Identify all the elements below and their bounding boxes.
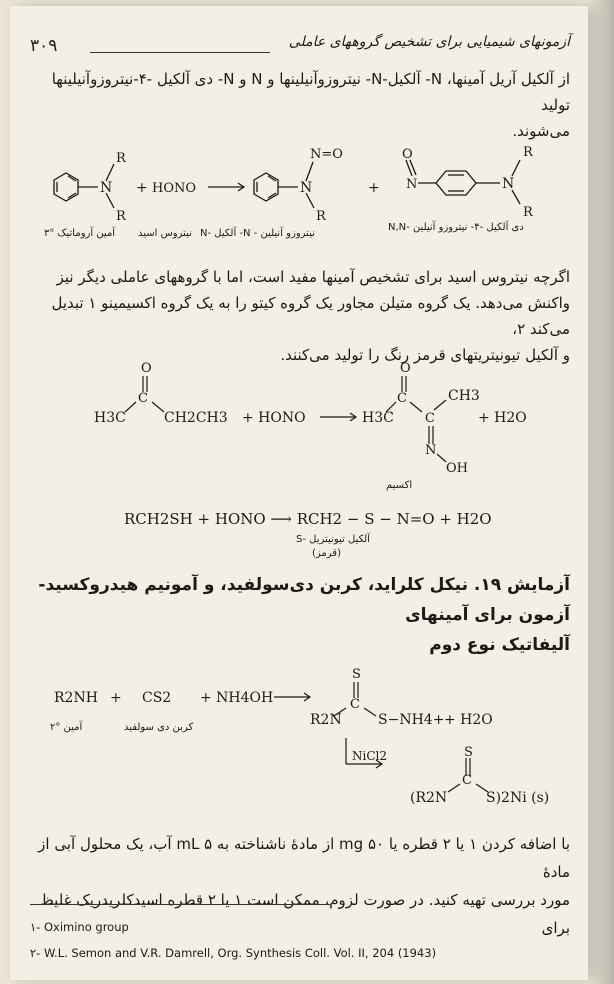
carbon-atom: C: [397, 391, 407, 406]
footnote-rule: [30, 904, 330, 905]
caption-nitrous-acid: نیتروس اسید: [138, 228, 192, 239]
r-group: R: [523, 205, 533, 220]
oxygen-atom: O: [402, 147, 413, 162]
sulfur-atom: S: [464, 745, 473, 760]
paragraph-intro: [30, 66, 570, 144]
nitrogen-atom: N: [300, 180, 313, 196]
carbon-atom: C: [350, 697, 360, 712]
heading-line: آلیفاتیک نوع دوم: [429, 635, 570, 655]
caption-aromatic-amine: آمین آروماتیک °۳: [44, 228, 116, 239]
oxygen-atom: O: [141, 361, 152, 376]
nitroso-group: N=O: [310, 147, 343, 162]
running-title: آزمونهای شیمیایی برای تشخیص گروههای عاملی: [288, 34, 570, 50]
r-group: R: [316, 209, 326, 224]
caption-dialkyl-nitrosoaniline: N,N- دی آلکیل -۴- نیتروزو آنیلین: [388, 222, 524, 233]
bonds: [386, 376, 446, 462]
paragraph-line: اگرچه نیتروس اسید برای تشخیص آمینها مفید است، اما با گروههای عاملی دیگر نیز: [56, 268, 570, 286]
page-number: ۳۰۹: [30, 36, 58, 56]
footnote-2: ۲- W.L. Semon and V.R. Damrell, Org. Synthesis Coll. Vol. II, 204 (1943): [30, 946, 437, 960]
methyl-group: H3C: [94, 410, 126, 426]
paragraph-line: و آلکیل تیونیتریتهای قرمز رنگ را تولید می‌کنند.: [280, 346, 570, 364]
carbon-atom: C: [462, 773, 472, 788]
page-header: [30, 30, 570, 60]
nitrogen-atom: N: [100, 180, 113, 196]
carbon-disulfide: CS2: [142, 690, 172, 706]
reaction-arrow: [320, 413, 356, 421]
methyl-group: H3C: [362, 410, 394, 426]
reagent-hono: HONO: [152, 181, 197, 196]
reaction-oxime-formation: [30, 356, 570, 486]
carbon-atom: C: [138, 391, 148, 406]
r-group: R: [116, 209, 126, 224]
r-group: R: [116, 151, 126, 166]
caption-red: (قرمز): [312, 548, 341, 559]
page-edge-shadow: [588, 0, 614, 984]
plus-sign: +: [136, 180, 148, 196]
nitrogen-atom: N: [406, 177, 418, 192]
dialkylamino-group: (R2N: [410, 790, 448, 806]
paragraph-line: از آلکیل آریل آمینها، N- آلکیل-N- نیتروزوآنیلینها و N و N- دی آلکیل -۴-نیتروزوآنیلینها تولید: [51, 70, 570, 114]
paragraph-line: با اضافه کردن ۱ یا ۲ قطره یا ۵۰ mg از مادهٔ ناشناخته به ۵ mL آب، یک محلول آبی از مادهٔ: [38, 835, 570, 881]
heading-line: آزمایش ۱۹. نیکل کلراید، کربن دی‌سولفید، و آمونیم هیدروکسید-آزمون برای آمینهای: [38, 575, 570, 625]
nitrogen-atom: N: [502, 176, 515, 192]
caption-oxime: اکسیم: [386, 480, 413, 491]
hydroxyl-group: OH: [446, 461, 468, 476]
reaction-arrow: [274, 693, 310, 701]
experiment-heading: [30, 570, 570, 660]
caption-thionitrite: S- آلکیل تیونیتریل: [296, 534, 370, 545]
caption-carbon-disulfide: کربن دی سولفید: [124, 722, 194, 733]
ethyl-group: CH2CH3: [164, 410, 228, 426]
nickel-chloride: NiCl2: [352, 749, 387, 763]
header-rule: [90, 52, 270, 53]
sulfur-atom: S: [352, 667, 361, 682]
water-product: + H2O: [444, 712, 493, 728]
secondary-amine: R2NH: [54, 690, 98, 706]
methyl-group: CH3: [448, 388, 480, 404]
paragraph-nitrous-acid: [30, 264, 570, 368]
r-group: R: [523, 145, 533, 160]
caption-secondary-amine: آمین °۲: [50, 722, 83, 733]
paragraph-line: واکنش می‌دهد. یک گروه متیلن مجاور یک گروه کیتو را به یک گروه اکسیمینو ۱ تبدیل می‌کند ۲،: [51, 294, 570, 338]
caption-n-alkyl-nitrosoaniline: N- آلکیل -N - نیتروزو آنیلین: [200, 228, 315, 239]
ammonium-salt: S−NH4+: [378, 712, 445, 728]
ammonium-hydroxide: + NH4OH: [200, 690, 274, 706]
plus-sign: +: [110, 690, 122, 706]
nickel-complex: S)2Ni (s): [486, 790, 550, 806]
paragraph-line: مورد بررسی تهیه کنید. در صورت لزوم، ممکن است ۱ یا ۲ قطره اسیدکلریدریک غلیظ برای: [39, 891, 570, 937]
reaction-thionitrite: RCH2SH + HONO ⟶ RCH2 − S − N=O + H2O: [124, 510, 492, 528]
reaction-arrow: [208, 183, 244, 191]
nitrogen-atom: N: [425, 443, 437, 458]
reaction-dithiocarbamate: [30, 660, 570, 820]
dialkylamino-group: R2N: [310, 712, 342, 728]
water-product: + H2O: [478, 410, 527, 426]
footnote-1: ۱- Oximino group: [30, 920, 129, 934]
carbon-atom: C: [425, 411, 435, 426]
oxygen-atom: O: [400, 361, 411, 376]
plus-sign: +: [368, 180, 380, 196]
paragraph-line: می‌شوند.: [512, 122, 570, 140]
reagent-hono: + HONO: [242, 410, 306, 426]
